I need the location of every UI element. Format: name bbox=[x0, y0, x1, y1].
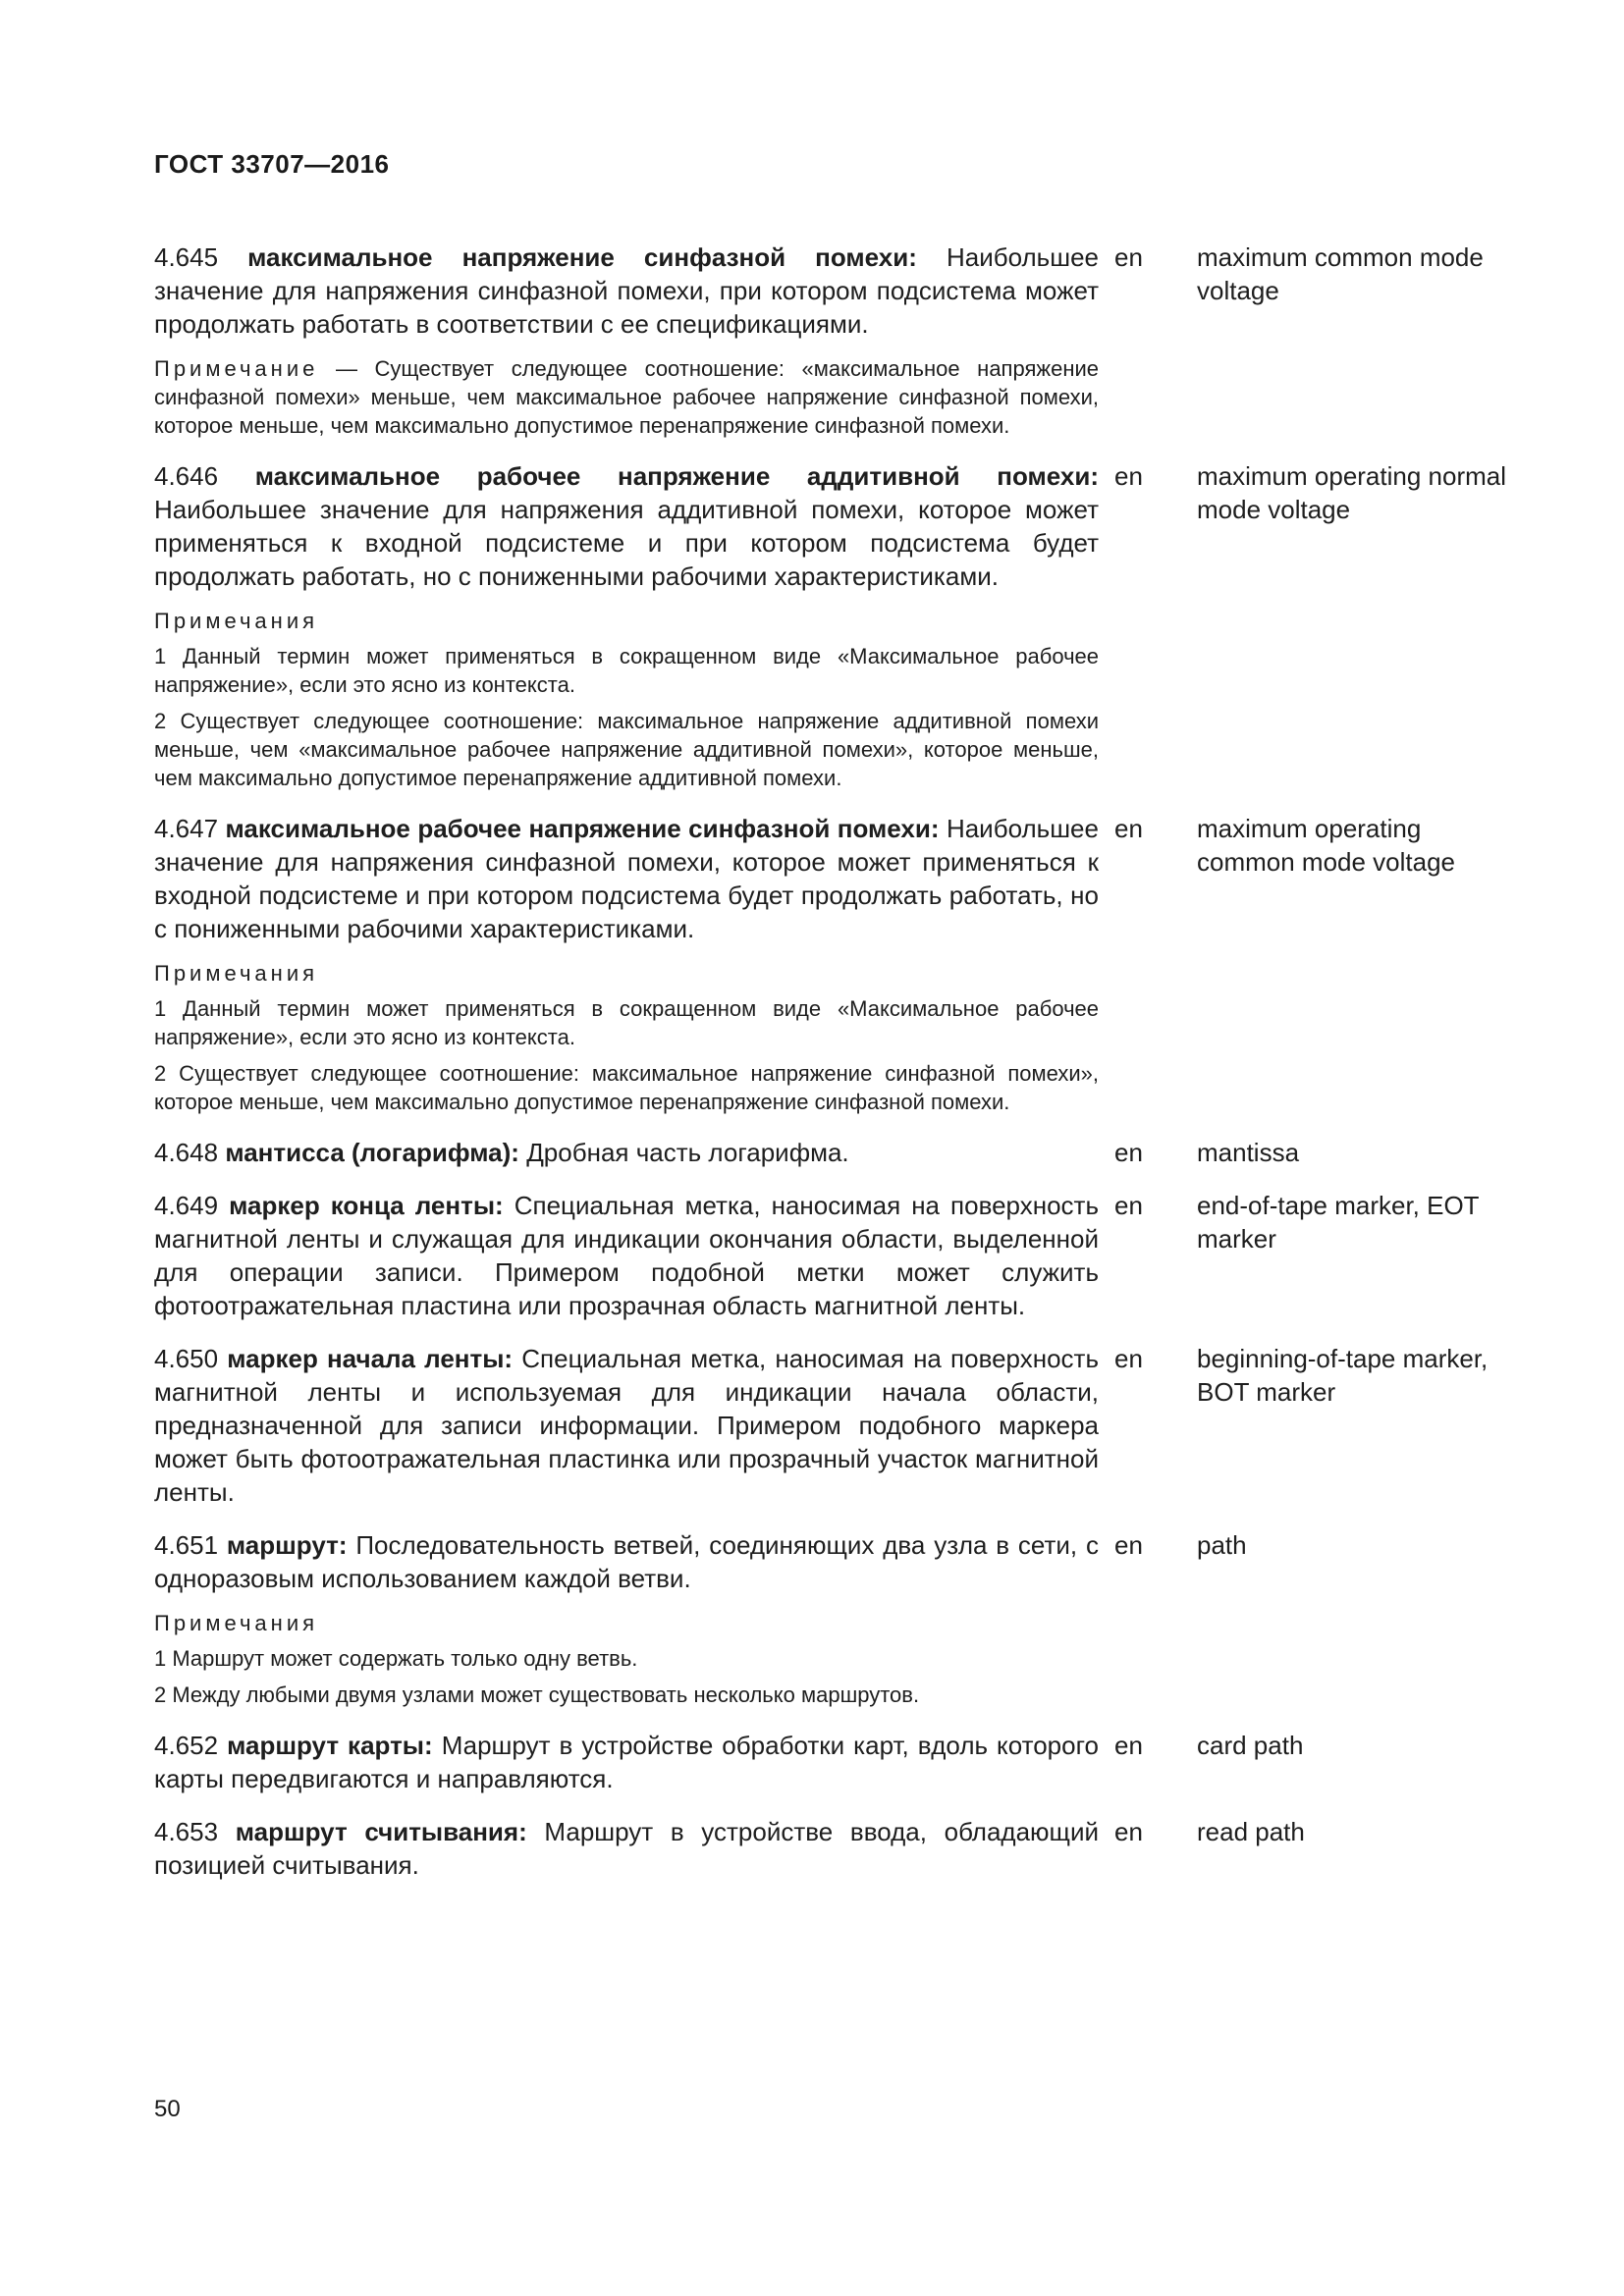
term-entry-4-651 bbox=[154, 1528, 1529, 1709]
term-number: 4.645 bbox=[154, 242, 219, 272]
term-definition bbox=[154, 1729, 1099, 1795]
definition-text: Наибольшее значение для напряжения синфазной помехи, при котором подсистема может продолжать работать в соответствии с ее спецификациями. bbox=[154, 242, 1099, 339]
english-equivalent: path bbox=[1197, 1530, 1247, 1560]
definition-text: Наибольшее значение для напряжения синфазной помехи, которое может применяться к входной подсистеме и при котором подсистема будет продолжать работать, но с пониженными рабочими характеристиками. bbox=[154, 814, 1099, 943]
language-code: en bbox=[1114, 242, 1143, 272]
term-definition bbox=[154, 1189, 1099, 1322]
english-equivalent: maximum operating common mode voltage bbox=[1197, 814, 1456, 877]
notes-heading: Примечания bbox=[154, 1611, 319, 1635]
note-item: 2 Существует следующее соотношение: максимальное напряжение аддитивной помехи меньше, чем «максимальное рабочее напряжение аддитивной помехи», которое меньше, чем максимально допустимое перенапряжение аддитивной помехи. bbox=[154, 709, 1099, 790]
term-entry-4-646 bbox=[154, 459, 1529, 792]
notes-block bbox=[154, 607, 1099, 792]
language-code: en bbox=[1114, 461, 1143, 491]
language-code: en bbox=[1114, 814, 1143, 843]
english-equivalent: end-of-tape marker, EOT marker bbox=[1197, 1191, 1480, 1254]
term-definition bbox=[154, 240, 1099, 341]
note-item: 1 Данный термин может применяться в сокращенном виде «Максимальное рабочее напряжение», если это ясно из контекста. bbox=[154, 644, 1099, 697]
english-equivalent: maximum operating normal mode voltage bbox=[1197, 461, 1507, 524]
term-number: 4.650 bbox=[154, 1344, 219, 1373]
term-name: максимальное рабочее напряжение синфазной помехи: bbox=[225, 814, 940, 843]
term-name: маркер конца ленты: bbox=[229, 1191, 504, 1220]
term-entry-4-652 bbox=[154, 1729, 1529, 1795]
note-item: 1 Маршрут может содержать только одну ветвь. bbox=[154, 1646, 638, 1671]
page-number: 50 bbox=[154, 2096, 181, 2122]
english-equivalent: mantissa bbox=[1197, 1138, 1300, 1167]
term-number: 4.646 bbox=[154, 461, 219, 491]
term-definition bbox=[154, 812, 1099, 945]
term-entry-4-648 bbox=[154, 1136, 1529, 1169]
term-definition bbox=[154, 1528, 1099, 1595]
term-number: 4.652 bbox=[154, 1731, 219, 1760]
term-number: 4.647 bbox=[154, 814, 219, 843]
definition-text: Дробная часть логарифма. bbox=[526, 1138, 849, 1167]
term-name: мантисса (логарифма): bbox=[225, 1138, 519, 1167]
language-code: en bbox=[1114, 1731, 1143, 1760]
notes-block bbox=[154, 354, 1099, 440]
language-code: en bbox=[1114, 1191, 1143, 1220]
term-entry-4-649 bbox=[154, 1189, 1529, 1322]
term-number: 4.651 bbox=[154, 1530, 219, 1560]
term-definition bbox=[154, 1136, 1099, 1169]
definition-text: Последовательность ветвей, соединяющих два узла в сети, с одноразовым использованием каждой ветви. bbox=[154, 1530, 1099, 1593]
language-code: en bbox=[1114, 1138, 1143, 1167]
term-name: максимальное рабочее напряжение аддитивной помехи: bbox=[254, 461, 1099, 491]
note-item: 1 Данный термин может применяться в сокращенном виде «Максимальное рабочее напряжение», если это ясно из контекста. bbox=[154, 996, 1099, 1049]
language-code: en bbox=[1114, 1817, 1143, 1846]
document-header: ГОСТ 33707—2016 bbox=[154, 149, 390, 179]
term-name: маркер начала ленты: bbox=[227, 1344, 514, 1373]
term-entry-4-645 bbox=[154, 240, 1529, 440]
note-text: — Существует следующее соотношение: «максимальное напряжение синфазной помехи» меньше, чем максимальное рабочее напряжение синфазной помехи, которое меньше, чем максимально допустимое перенапряжение синфазной помехи. bbox=[154, 356, 1099, 438]
term-entries bbox=[154, 240, 1529, 1901]
note-label: Примечание bbox=[154, 356, 319, 381]
term-number: 4.649 bbox=[154, 1191, 219, 1220]
term-definition bbox=[154, 459, 1099, 593]
english-equivalent: read path bbox=[1197, 1817, 1305, 1846]
notes-block bbox=[154, 1609, 1099, 1709]
definition-text: Наибольшее значение для напряжения аддитивной помехи, которое может применяться к входной подсистеме и при котором подсистема будет продолжать работать, но с пониженными рабочими характеристиками. bbox=[154, 495, 1099, 591]
term-name: маршрут карты: bbox=[227, 1731, 433, 1760]
definition-text: Специальная метка, наносимая на поверхность магнитной ленты и служащая для индикации окончания области, выделенной для операции записи. Примером подобной метки может служить фотоотражательная пластина или прозрачная область магнитной ленты. bbox=[154, 1191, 1099, 1320]
note bbox=[154, 354, 1099, 440]
term-definition bbox=[154, 1342, 1099, 1509]
term-entry-4-653 bbox=[154, 1815, 1529, 1882]
english-equivalent: maximum common mode voltage bbox=[1197, 242, 1484, 305]
term-number: 4.653 bbox=[154, 1817, 219, 1846]
notes-heading: Примечания bbox=[154, 609, 319, 633]
english-equivalent: card path bbox=[1197, 1731, 1304, 1760]
note-item: 2 Между любыми двумя узлами может существовать несколько маршрутов. bbox=[154, 1682, 920, 1707]
definition-text: Специальная метка, наносимая на поверхность магнитной ленты и используемая для индикации начала области, предназначенной для записи информации. Примером подобного маркера может быть фотоотражательная пластинка или прозрачный участок магнитной ленты. bbox=[154, 1344, 1099, 1507]
language-code: en bbox=[1114, 1344, 1143, 1373]
term-number: 4.648 bbox=[154, 1138, 219, 1167]
term-entry-4-647 bbox=[154, 812, 1529, 1116]
term-name: маршрут считывания: bbox=[235, 1817, 527, 1846]
definition-text: Маршрут в устройстве ввода, обладающий позицией считывания. bbox=[154, 1817, 1099, 1880]
term-name: маршрут: bbox=[226, 1530, 348, 1560]
term-definition bbox=[154, 1815, 1099, 1882]
english-equivalent: beginning-of-tape marker, BOT marker bbox=[1197, 1344, 1489, 1407]
notes-block bbox=[154, 959, 1099, 1116]
language-code: en bbox=[1114, 1530, 1143, 1560]
term-entry-4-650 bbox=[154, 1342, 1529, 1509]
notes-heading: Примечания bbox=[154, 961, 319, 986]
note-item: 2 Существует следующее соотношение: максимальное напряжение синфазной помехи», которое меньше, чем максимально допустимое перенапряжение синфазной помехи. bbox=[154, 1061, 1099, 1114]
term-name: максимальное напряжение синфазной помехи: bbox=[247, 242, 917, 272]
definition-text: Маршрут в устройстве обработки карт, вдоль которого карты передвигаются и направляются. bbox=[154, 1731, 1099, 1793]
